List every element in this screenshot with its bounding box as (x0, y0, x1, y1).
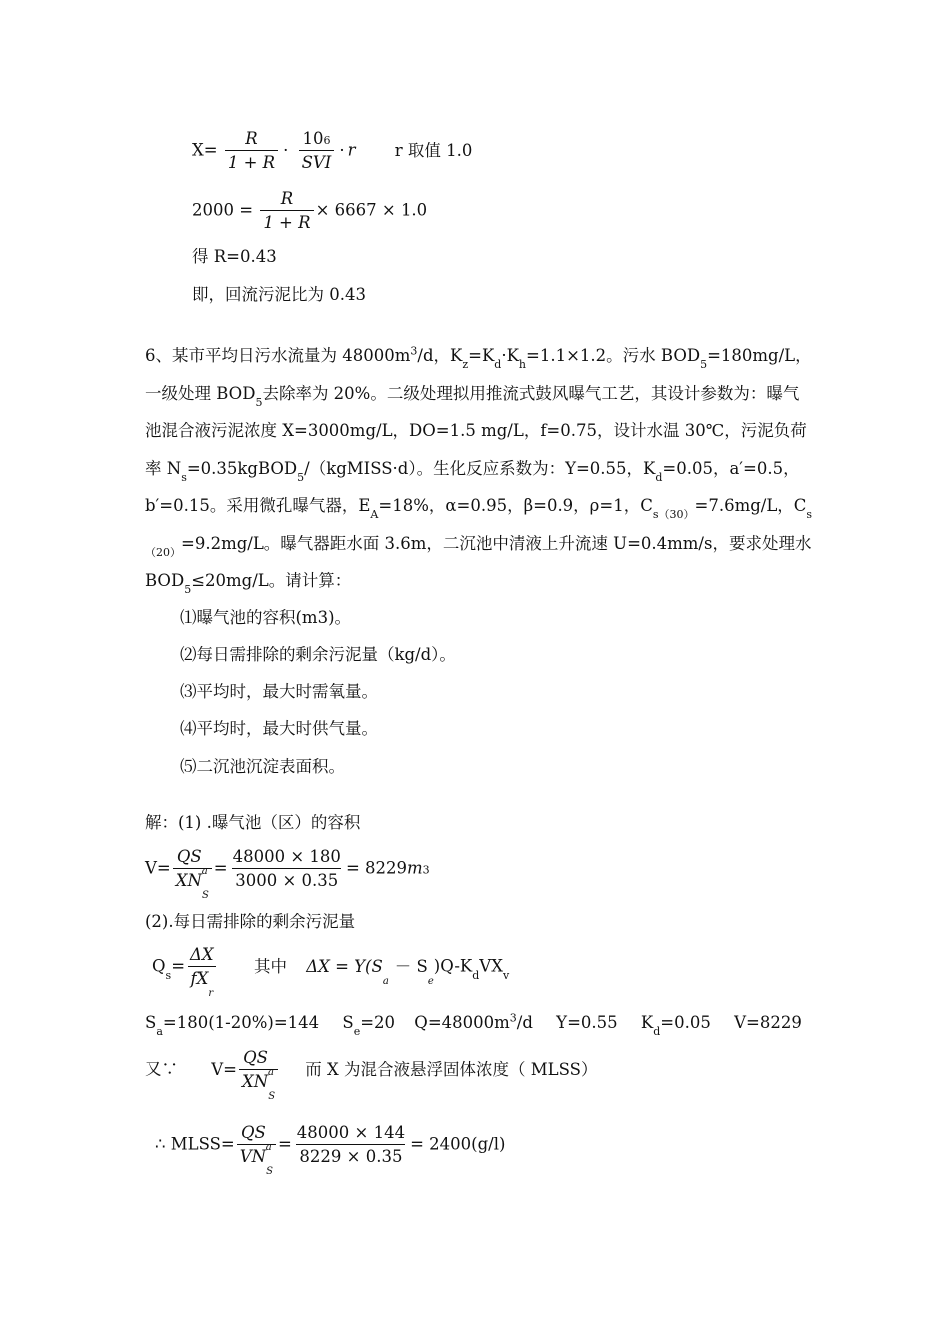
formula-x: X= $\frac{R}{1 + R}$ · $\frac{106}{\text{SVI}}$ · r r 取值 1.0 (192, 129, 473, 173)
parameters-line: $S_a=180(1-20\%)=144$ $S_e=20$ $Q=48000m^3/d$ Y=0.55 $K_d=0.05$ V=8229 (145, 1011, 802, 1039)
formula-2000: 2000 = $\frac{R}{1 + R}$ × 6667 × 1.0 (192, 189, 428, 233)
fraction-10e6-over-svi: $\frac{106}{\text{SVI}}$ (299, 130, 335, 172)
fraction-qs-over-vns: $\frac{QS_a}{VN_S}$ (237, 1124, 276, 1166)
formula-qs: $Q_s=$ $\frac{\Delta X}{fX_r}$ 其中 $\Delta X = Y(S_a- S_e)Q-K_dVX_v$ (152, 945, 510, 1000)
fraction-numbers-v: $\frac{48000 \times 180}{3000 \times 0.35}$ (232, 847, 341, 891)
fraction-numbers-mlss: $\frac{48000 \times 144}{8229 \times 0.35}$ (296, 1123, 406, 1167)
result-ratio: 即，回流污泥比为 0.43 (192, 285, 366, 304)
question-2: ⑵每日需排除的剩余污泥量（kg/d）。 (180, 645, 456, 664)
answer-1-heading: 解：(1) .曝气池（区）的容积 (145, 813, 361, 832)
question-5: ⑸二沉池沉淀表面积。 (180, 757, 345, 776)
formula-v: V= $\frac{QS_a}{XN_S}$ = $\frac{48000 \times 180}{3000 \times 0.35}$ = 8229m3 (145, 847, 430, 902)
result-r: 得 R=0.43 (192, 247, 277, 266)
fraction-r-over-1pr-2: $\frac{R}{1 + R}$ (260, 190, 313, 232)
question-1: ⑴曝气池的容积(m3)。 (180, 608, 352, 627)
fraction-qs-over-xns-2: $\frac{QS_a}{XN_S}$ (239, 1049, 278, 1091)
formula-mlss: ∴ MLSS= $\frac{QS_a}{VN_S}$ = $\frac{48000 \times 144}{8229 \times 0.35}$ = 2400(g/l) (155, 1123, 506, 1178)
fraction-qs-over-xns: $\frac{QS_a}{XN_S}$ (173, 848, 212, 890)
formula-v-again: 又∵ V= $\frac{QS_a}{XN_S}$ 而 X 为混合液悬浮固体浓度（ MLSS） (145, 1048, 598, 1103)
problem-6: 6、某市平均日污水流量为 $48000m^3/d$，$K_z=K_d\cdot K_h=1.1\times 1.2$。污水 $BOD_5=180mg/L$，一级处理 $BOD_5$去除率为 20%。二级处理拟用推流式鼓风曝气工艺，其设计参数为：曝气池混合液污泥浓度 X=3000mg/L，DO=1.5 mg/L，f=0.75，设计水温 30℃，污泥负荷率 $N_s=0.35kgBOD_5/(kgMISS\cdot d)$。生化反应系数为：Y=0.55，$K_d=0.05$，a′=0.5，b′=0.15。采用微孔曝气器，$E_A=18\%$，α=0.95，β=0.9，ρ=1，$C_{s(30)}=7.6mg/L$，$C_{s(20)}=9.2mg/L$。曝气器距水面 3.6m，二沉池中清液上升流速 U=0.4mm/s，要求处理水 $BOD_5\le 20mg/L$。请计算： (145, 344, 813, 597)
answer-2-heading: (2).每日需排除的剩余污泥量 (145, 912, 356, 931)
fraction-r-over-1pr: $\frac{R}{1 + R}$ (225, 130, 278, 172)
question-4: ⑷平均时，最大时供气量。 (180, 719, 378, 738)
question-3: ⑶平均时，最大时需氧量。 (180, 682, 378, 701)
fraction-dx-over-fx: $\frac{\Delta X}{fX_r}$ (187, 946, 217, 988)
